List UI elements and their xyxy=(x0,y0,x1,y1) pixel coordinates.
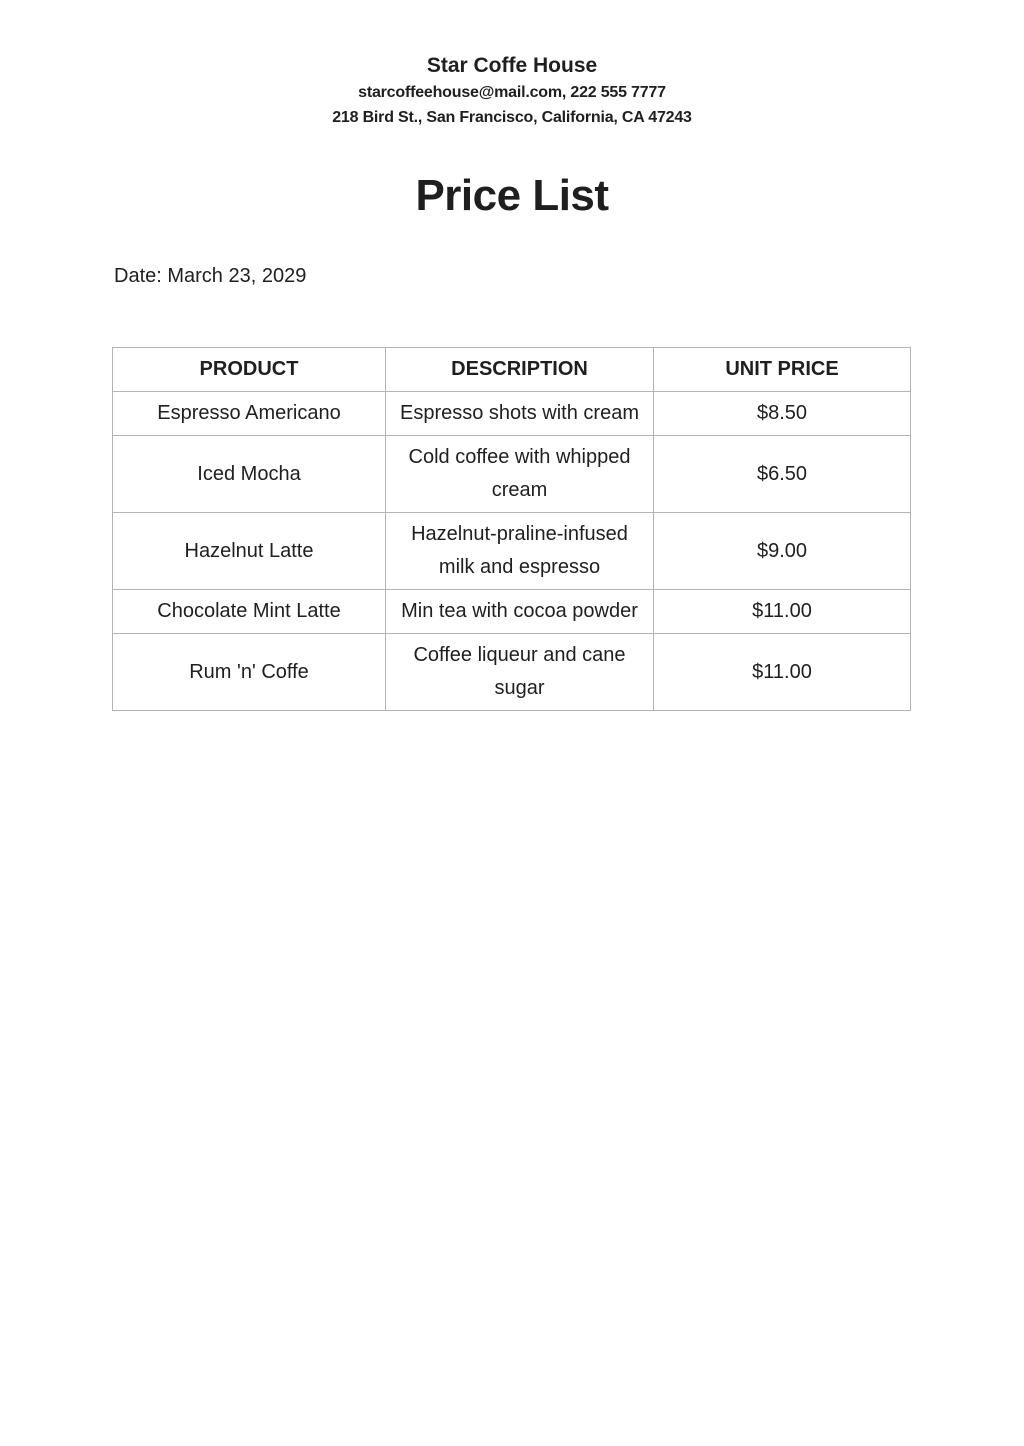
table-row xyxy=(113,392,911,436)
column-header-product: PRODUCT xyxy=(113,348,386,392)
table-row xyxy=(113,436,911,513)
description-cell: Espresso shots with cream xyxy=(386,392,654,436)
product-cell: Espresso Americano xyxy=(113,392,386,436)
table-row xyxy=(113,634,911,711)
description-cell: Hazelnut-praline-infused milk and espresso xyxy=(386,513,654,590)
table-header-row xyxy=(113,348,911,392)
product-cell: Chocolate Mint Latte xyxy=(113,590,386,634)
company-address: 218 Bird St., San Francisco, California, CA 47243 xyxy=(332,109,692,126)
description-cell: Coffee liqueur and cane sugar xyxy=(386,634,654,711)
company-name: Star Coffe House xyxy=(426,54,598,77)
price-cell: $8.50 xyxy=(654,392,911,436)
description-cell: Cold coffee with whipped cream xyxy=(386,436,654,513)
column-header-unit-price: UNIT PRICE xyxy=(654,348,911,392)
price-table xyxy=(112,347,911,711)
page-title: Price List xyxy=(415,171,609,220)
price-cell: $11.00 xyxy=(654,590,911,634)
company-contact: starcoffeehouse@mail.com, 222 555 7777 xyxy=(358,84,666,101)
product-cell: Hazelnut Latte xyxy=(113,513,386,590)
price-cell: $9.00 xyxy=(654,513,911,590)
price-cell: $6.50 xyxy=(654,436,911,513)
table-row xyxy=(113,590,911,634)
description-cell: Min tea with cocoa powder xyxy=(386,590,654,634)
column-header-description: DESCRIPTION xyxy=(386,348,654,392)
product-cell: Rum 'n' Coffe xyxy=(113,634,386,711)
price-cell: $11.00 xyxy=(654,634,911,711)
table-row xyxy=(113,513,911,590)
date-line: Date: March 23, 2029 xyxy=(114,265,307,287)
company-header xyxy=(0,52,1024,130)
product-cell: Iced Mocha xyxy=(113,436,386,513)
